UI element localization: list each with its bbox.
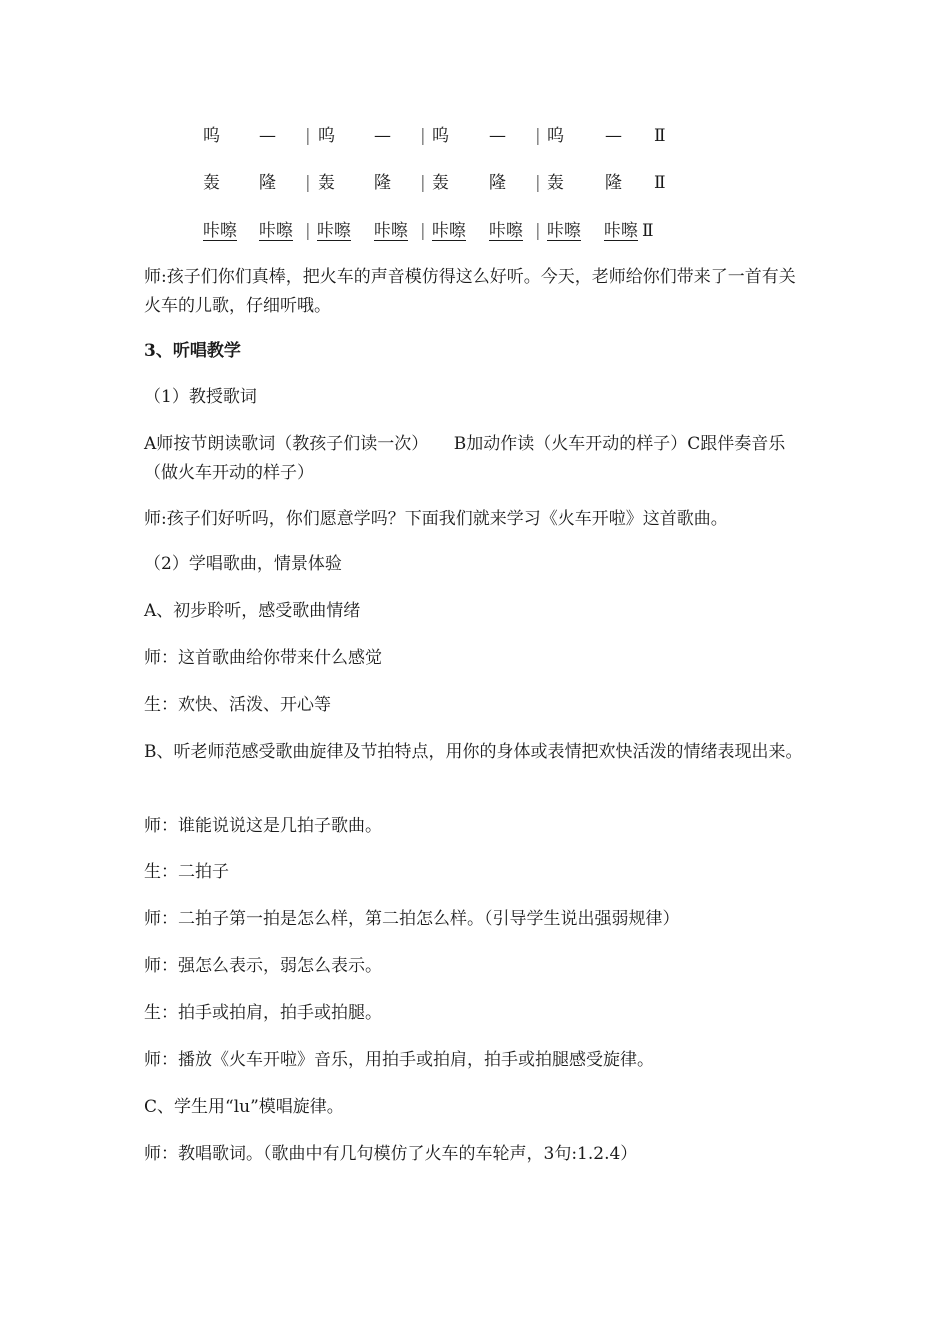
rhythm-cell: 咔嚓 [317, 221, 351, 241]
rhythm-cell: 轰 [318, 173, 335, 193]
paragraph: 师：这首歌曲给你带来什么感觉 [144, 648, 382, 668]
paragraph: 生：拍手或拍肩，拍手或拍腿。 [144, 1003, 382, 1023]
section-heading: 3、听唱教学 [144, 341, 241, 361]
rhythm-cell: 隆 [259, 173, 276, 193]
rhythm-cell: — [489, 126, 506, 146]
end-bar: Ⅱ [654, 126, 666, 146]
rhythm-cell: 隆 [489, 173, 506, 193]
paragraph: A、初步聆听，感受歌曲情绪 [144, 601, 361, 621]
rhythm-cell: 咔嚓 [259, 221, 293, 241]
rhythm-cell: 呜 [203, 126, 220, 146]
paragraph: 生：欢快、活泼、开心等 [144, 695, 331, 715]
bar-line: | [535, 221, 541, 241]
rhythm-row-3 [0, 218, 950, 244]
rhythm-cell: — [605, 126, 622, 146]
rhythm-cell: 咔嚓 [489, 221, 523, 241]
rhythm-cell: — [259, 126, 276, 146]
rhythm-cell: 隆 [374, 173, 391, 193]
rhythm-cell: 隆 [605, 173, 622, 193]
rhythm-cell: 呜 [547, 126, 564, 146]
rhythm-row-2 [0, 170, 950, 196]
bar-line: | [535, 173, 541, 193]
paragraph: 师：强怎么表示，弱怎么表示。 [144, 956, 382, 976]
bar-line: | [305, 221, 311, 241]
rhythm-cell: 轰 [547, 173, 564, 193]
rhythm-cell: 呜 [432, 126, 449, 146]
paragraph: 师：谁能说说这是几拍子歌曲。 [144, 816, 382, 836]
rhythm-cell: 咔嚓 [547, 221, 581, 241]
paragraph: 师：播放《火车开啦》音乐，用拍手或拍肩，拍手或拍腿感受旋律。 [144, 1050, 654, 1070]
rhythm-cell: 咔嚓 [203, 221, 237, 241]
end-bar: Ⅱ [642, 221, 654, 241]
end-bar: Ⅱ [654, 173, 666, 193]
bar-line: | [420, 173, 426, 193]
bar-line: | [420, 221, 426, 241]
paragraph: A师按节朗读歌词（教孩子们读一次） B加动作读（火车开动的样子）C跟伴奏音乐（做火车开动的样子） [144, 434, 786, 483]
paragraph: （1）教授歌词 [144, 387, 257, 407]
rhythm-cell: 咔嚓 [432, 221, 466, 241]
rhythm-cell: 轰 [432, 173, 449, 193]
paragraph: （2）学唱歌曲，情景体验 [144, 554, 342, 574]
paragraph: C、学生用“lu”模唱旋律。 [144, 1097, 344, 1117]
rhythm-cell: 咔嚓 [374, 221, 408, 241]
bar-line: | [305, 173, 311, 193]
paragraph: B、听老师范感受歌曲旋律及节拍特点，用你的身体或表情把欢快活泼的情绪表现出来。 [144, 742, 803, 762]
rhythm-cell: 咔嚓 [604, 221, 638, 241]
paragraph: 生：二拍子 [144, 862, 229, 882]
bar-line: | [305, 126, 311, 146]
paragraph: 师:孩子们好听吗，你们愿意学吗？下面我们就来学习《火车开啦》这首歌曲。 [144, 509, 728, 529]
bar-line: | [535, 126, 541, 146]
rhythm-row-1 [0, 123, 950, 149]
paragraph: 师:孩子们你们真棒，把火车的声音模仿得这么好听。今天，老师给你们带来了一首有关火车的儿歌，仔细听哦。 [144, 267, 796, 316]
rhythm-cell: 呜 [318, 126, 335, 146]
paragraph: 师：教唱歌词。（歌曲中有几句模仿了火车的车轮声，3句:1.2.4） [144, 1144, 638, 1164]
rhythm-cell: — [374, 126, 391, 146]
rhythm-cell: 轰 [203, 173, 220, 193]
paragraph: 师：二拍子第一拍是怎么样，第二拍怎么样。（引导学生说出强弱规律） [144, 909, 680, 929]
bar-line: | [420, 126, 426, 146]
